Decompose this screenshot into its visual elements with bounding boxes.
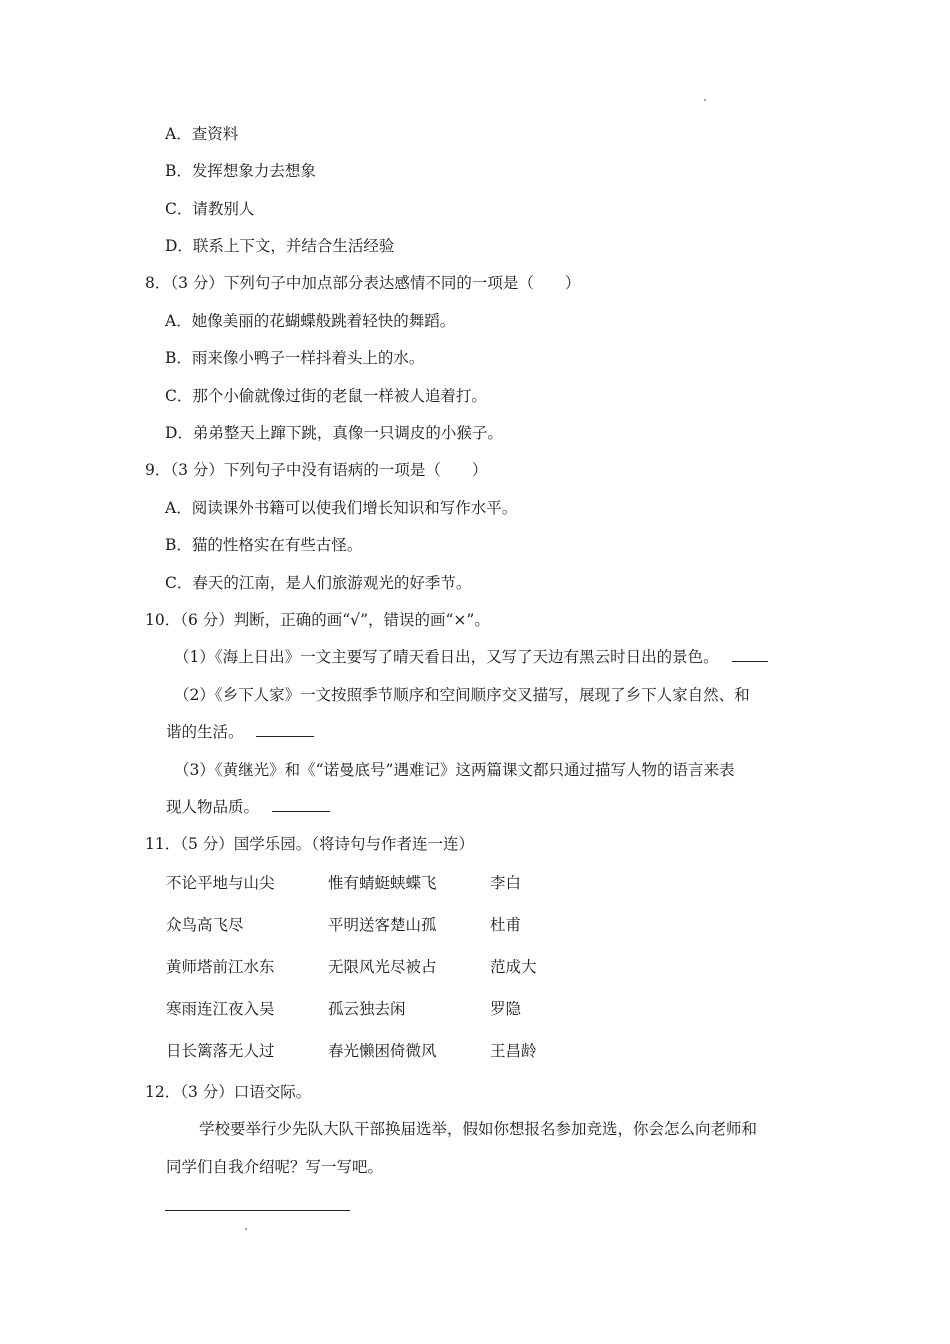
q8-option-a: A．她像美丽的花蝴蝶般跳着轻快的舞蹈。 bbox=[165, 312, 456, 330]
q10-stem: 10．（6 分）判断，正确的画“√”，错误的画“×”。 bbox=[145, 611, 490, 629]
q10-item-1-blank[interactable] bbox=[732, 647, 768, 662]
q11-row2-verse-b: 平明送客楚山孤 bbox=[328, 916, 437, 934]
q8-stem: 8．（3 分）下列句子中加点部分表达感情不同的一项是（ ） bbox=[145, 274, 581, 292]
q11-row1-verse-a: 不论平地与山尖 bbox=[166, 874, 275, 892]
q11-stem: 11．（5 分）国学乐园。（将诗句与作者连一连） bbox=[145, 835, 475, 853]
q10-item-1-text: （1）《海上日出》一文主要写了晴天看日出，又写了天边有黑云时日出的景色。 bbox=[174, 648, 719, 666]
q7-option-a: A．查资料 bbox=[165, 125, 239, 143]
q10-item-3-text: 现人物品质。 bbox=[166, 798, 260, 816]
q10-item-3-line1: （3）《黄继光》和《“诺曼底号”遇难记》这两篇课文都只通过描写人物的语言来表 bbox=[174, 761, 735, 779]
q7-option-d: D．联系上下文，并结合生活经验 bbox=[165, 237, 395, 255]
q10-item-2-line1: （2）《乡下人家》一文按照季节顺序和空间顺序交叉描写，展现了乡下人家自然、和 bbox=[174, 686, 750, 704]
q10-item-2-text: 谐的生活。 bbox=[166, 723, 244, 741]
q8-option-c: C．那个小偷就像过街的老鼠一样被人追着打。 bbox=[165, 387, 487, 405]
q11-row5-verse-b: 春光懒困倚微风 bbox=[328, 1042, 437, 1060]
q9-stem: 9．（3 分）下列句子中没有语病的一项是（ ） bbox=[145, 461, 488, 479]
q8-option-b: B．雨来像小鸭子一样抖着头上的水。 bbox=[165, 349, 425, 367]
q11-row4-author: 罗隐 bbox=[490, 1000, 522, 1018]
q9-option-a: A．阅读课外书籍可以使我们增长知识和写作水平。 bbox=[165, 499, 518, 517]
q11-row5-author: 王昌龄 bbox=[490, 1042, 537, 1060]
q10-item-2-line2 bbox=[166, 722, 314, 742]
q9-option-b: B．猫的性格实在有些古怪。 bbox=[165, 536, 363, 554]
q11-row3-verse-b: 无限风光尽被占 bbox=[328, 958, 437, 976]
q11-row2-verse-a: 众鸟高飞尽 bbox=[166, 916, 244, 934]
q10-item-3-blank[interactable] bbox=[272, 797, 330, 812]
q12-body-line1: 学校要举行少先队大队干部换届选举，假如你想报名参加竞选，你会怎么向老师和 bbox=[199, 1120, 758, 1138]
q11-row5-verse-a: 日长篱落无人过 bbox=[166, 1042, 275, 1060]
q7-option-b: B．发挥想象力去想象 bbox=[165, 162, 316, 180]
q12-stem: 12．（3 分）口语交际。 bbox=[145, 1083, 312, 1101]
q11-row3-verse-a: 黄师塔前江水东 bbox=[166, 958, 275, 976]
q11-row2-author: 杜甫 bbox=[490, 916, 522, 934]
q9-option-c: C．春天的江南，是人们旅游观光的好季节。 bbox=[165, 574, 472, 592]
q10-item-1 bbox=[174, 647, 768, 667]
q12-answer-line[interactable] bbox=[165, 1210, 350, 1211]
q12-body-line2: 同学们自我介绍呢？写一写吧。 bbox=[166, 1158, 384, 1176]
q11-row4-verse-b: 孤云独去闲 bbox=[328, 1000, 406, 1018]
q11-row1-verse-b: 惟有蜻蜓蛱蝶飞 bbox=[328, 874, 437, 892]
q10-item-2-blank[interactable] bbox=[256, 722, 314, 737]
q10-item-3-line2 bbox=[166, 797, 330, 817]
speck-top bbox=[704, 99, 706, 101]
q7-option-c: C．请教别人 bbox=[165, 200, 255, 218]
q8-option-d: D．弟弟整天上蹿下跳，真像一只调皮的小猴子。 bbox=[165, 424, 503, 442]
q11-row4-verse-a: 寒雨连江夜入吴 bbox=[166, 1000, 275, 1018]
q11-row3-author: 范成大 bbox=[490, 958, 537, 976]
q11-row1-author: 李白 bbox=[490, 874, 522, 892]
speck-bottom bbox=[245, 1228, 247, 1230]
